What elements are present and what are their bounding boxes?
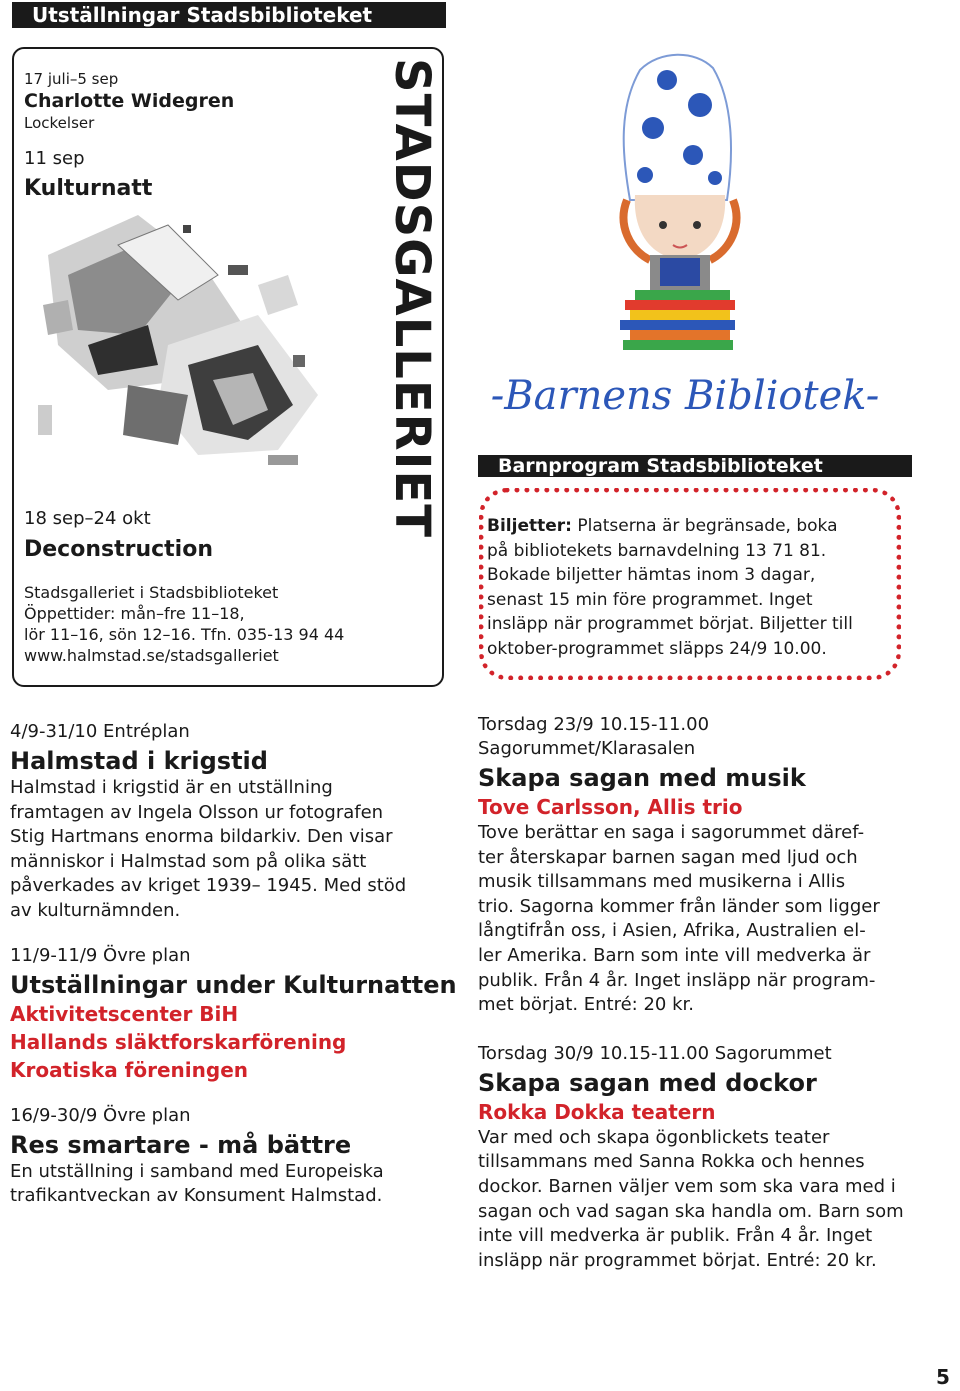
barnprogram-header: Barnprogram Stadsbiblioteket xyxy=(478,455,912,477)
event-date: Torsdag 30/9 10.15-11.00 Sagorummet xyxy=(478,1042,832,1064)
body-line: Halmstad i krigstid är en utställning xyxy=(10,777,333,798)
ticket-line: senast 15 min före programmet. Inget xyxy=(487,589,813,610)
exhibition-title: Utställningar under Kulturnatten xyxy=(10,970,457,999)
child-reading-illustration xyxy=(595,50,765,350)
body-line: av kulturnämnden. xyxy=(10,899,181,921)
ticket-line: oktober-programmet släpps 24/9 10.00. xyxy=(487,638,827,659)
body-line: långtifrån oss, i Asien, Afrika, Australien el- xyxy=(478,920,866,942)
ticket-line: Platserna är begränsade, boka xyxy=(571,516,838,536)
body-line: met börjat. Entré: 20 kr. xyxy=(478,994,694,1016)
page-number: 5 xyxy=(936,1365,950,1389)
body-line: trafikantveckan av Konsument Halmstad. xyxy=(10,1185,383,1207)
childrens-program-column xyxy=(478,713,948,1273)
stadsgalleriet-vertical-title: STADSGALLERIET xyxy=(384,58,440,539)
exhibition-date: 11/9-11/9 Övre plan xyxy=(10,944,191,966)
body-line: musik tillsammans med musikerna i Allis xyxy=(478,871,846,893)
exhibitions-column xyxy=(10,720,460,1209)
section-header: Utställningar Stadsbiblioteket xyxy=(12,2,446,28)
event-title: Skapa sagan med musik xyxy=(478,764,806,792)
event-title: Skapa sagan med dockor xyxy=(478,1068,817,1097)
body-line: ler Amerika. Barn som inte vill medverka är xyxy=(478,944,871,966)
body-line: inte vill medverka är publik. Från 4 år. Inget xyxy=(478,1225,873,1247)
exhibition-date: 17 juli–5 sep xyxy=(24,70,119,88)
event-title: Kulturnatt xyxy=(24,176,153,201)
body-line: påverkades av kriget 1939– 1945. Med stöd xyxy=(10,875,407,897)
body-line: insläpp när programmet börjat. Entré: 20 kr. xyxy=(478,1249,877,1271)
ticket-info-text xyxy=(487,514,899,661)
ticket-line: på bibliotekets barnavdelning 13 71 81. xyxy=(487,540,827,561)
body-line: ter återskapar barnen sagan med ljud och xyxy=(478,846,858,868)
gallery-info-line: Stadsgalleriet i Stadsbiblioteket xyxy=(24,583,279,602)
exhibition-title: Deconstruction xyxy=(24,537,213,562)
event-date: 11 sep xyxy=(24,148,85,169)
body-line: Stig Hartmans enorma bildarkiv. Den visar xyxy=(10,826,393,848)
gallery-info-line: lör 11–16, sön 12–16. Tfn. 035-13 94 44 xyxy=(24,625,345,644)
event-date: Torsdag 23/9 10.15-11.00 xyxy=(478,714,710,735)
ticket-line: Bokade biljetter hämtas inom 3 dagar, xyxy=(487,565,816,585)
body-line: sagan och vad sagan ska handla om. Barn som xyxy=(478,1200,904,1222)
gallery-website-link[interactable]: www.halmstad.se/stadsgalleriet xyxy=(24,646,279,665)
body-line: Var med och skapa ögonblickets teater xyxy=(478,1126,830,1148)
body-line: En utställning i samband med Europeiska xyxy=(10,1160,384,1182)
organization-name: Kroatiska föreningen xyxy=(10,1057,248,1082)
body-line: publik. Från 4 år. Inget insläpp när program- xyxy=(478,969,876,991)
deconstruction-artwork xyxy=(28,205,318,490)
body-line: framtagen av Ingela Olsson ur fotografen xyxy=(10,801,384,823)
tickets-label: Biljetter: xyxy=(487,516,572,536)
exhibition-date: 18 sep–24 okt xyxy=(24,508,151,529)
exhibition-date: 4/9-31/10 Entréplan xyxy=(10,721,190,742)
event-place: Sagorummet/Klarasalen xyxy=(478,738,696,759)
body-line: tillsammans med Sanna Rokka och hennes xyxy=(478,1151,865,1173)
exhibition-subtitle: Lockelser xyxy=(24,114,95,132)
event-performer: Tove Carlsson, Allis trio xyxy=(478,795,743,819)
gallery-info-line: Öppettider: mån–fre 11–18, xyxy=(24,604,245,623)
body-line: människor i Halmstad som på olika sätt xyxy=(10,850,367,872)
ticket-line: insläpp när programmet börjat. Biljetter till xyxy=(487,614,853,634)
exhibition-title: Halmstad i krigstid xyxy=(10,747,268,775)
svg-text:-Barnens Bibliotek-: -Barnens Bibliotek- xyxy=(490,373,880,419)
event-performer: Rokka Dokka teatern xyxy=(478,1099,716,1124)
barnens-bibliotek-logo xyxy=(490,355,880,430)
exhibition-artist: Charlotte Widegren xyxy=(24,90,235,112)
body-line: Tove berättar en saga i sagorummet däref- xyxy=(478,822,865,843)
body-line: trio. Sagorna kommer från länder som ligger xyxy=(478,895,880,917)
exhibition-date: 16/9-30/9 Övre plan xyxy=(10,1104,191,1126)
organization-name: Hallands släktforskarförening xyxy=(10,1029,347,1054)
organization-name: Aktivitetscenter BiH xyxy=(10,1001,239,1026)
exhibition-title: Res smartare - må bättre xyxy=(10,1130,352,1159)
body-line: dockor. Barnen väljer vem som ska vara med i xyxy=(478,1175,896,1197)
